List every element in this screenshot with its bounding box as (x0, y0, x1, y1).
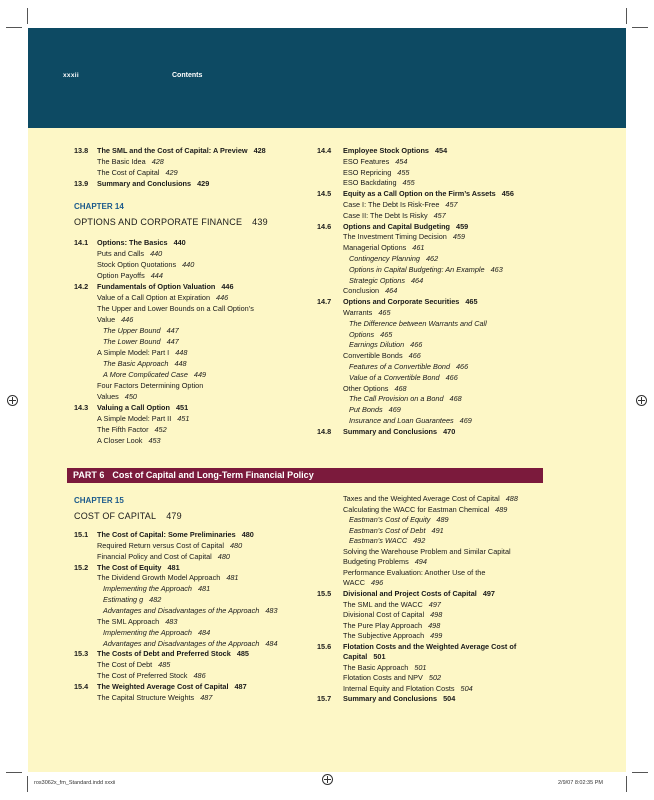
toc-entry (97, 682, 247, 691)
toc-entry-page: 485 (236, 649, 249, 659)
toc-entry-title: Flotation Costs and NPV (343, 673, 423, 683)
toc-entry (97, 414, 189, 423)
toc-entry-title: The Call Provision on a Bond (349, 394, 444, 404)
toc-entry (343, 578, 383, 587)
section-number: 14.4 (317, 146, 332, 155)
toc-entry-title: Estimating g (103, 595, 144, 605)
toc-entry (343, 589, 495, 598)
section-number: 15.1 (74, 530, 89, 539)
toc-entry-title: Eastman’s WACC (349, 536, 408, 546)
toc-entry-page: 498 (430, 610, 443, 620)
toc-entry-title: Stock Option Quotations (97, 260, 177, 269)
toc-entry (97, 436, 161, 445)
toc-entry-page: 481 (197, 584, 211, 594)
toc-entry-title: The Difference between Warrants and Call (349, 318, 487, 328)
toc-entry-title: Budgeting Problems (343, 557, 409, 567)
toc-entry-title: Eastman’s Cost of Equity (349, 515, 431, 525)
crop-mark (632, 27, 648, 28)
toc-entry (343, 621, 440, 630)
toc-entry-title: Advantages and Disadvantages of the Approach (103, 605, 260, 615)
toc-entry (349, 362, 468, 371)
toc-entry (97, 552, 230, 561)
toc-entry (103, 639, 278, 648)
toc-entry-page: 489 (495, 504, 508, 514)
toc-entry (97, 660, 170, 669)
toc-entry-page: 454 (395, 156, 408, 166)
section-number: 14.3 (74, 403, 89, 412)
toc-entry (343, 494, 518, 503)
toc-entry (103, 370, 206, 379)
toc-entry-title: The Basic Approach (103, 359, 169, 368)
toc-entry-page: 440 (173, 238, 186, 247)
toc-entry-page: 449 (193, 370, 207, 379)
toc-entry-title: A Simple Model: Part I (97, 348, 170, 357)
toc-entry-title: A More Complicated Case (103, 370, 188, 379)
toc-entry (343, 297, 478, 306)
toc-entry-title: Performance Evaluation: Another Use of the (343, 567, 486, 577)
toc-entry (343, 673, 441, 682)
toc-entry (349, 330, 392, 339)
toc-entry-page: 448 (175, 348, 188, 357)
toc-entry-title: Divisional and Project Costs of Capital (343, 588, 477, 598)
toc-entry-page: 470 (443, 426, 456, 436)
registration-mark-icon (7, 395, 18, 406)
toc-entry-page: 487 (234, 681, 247, 691)
toc-entry (97, 671, 206, 680)
toc-entry-page: 452 (154, 425, 167, 434)
toc-entry-title: Convertible Bonds (343, 351, 403, 361)
toc-entry (97, 282, 234, 291)
toc-entry (349, 373, 458, 382)
toc-entry-title: The Dividend Growth Model Approach (97, 573, 221, 583)
toc-entry-page: 465 (378, 308, 391, 317)
toc-entry-page: 486 (193, 671, 206, 681)
toc-entry-title: Managerial Options (343, 243, 407, 253)
registration-mark-icon (322, 774, 333, 785)
toc-entry (343, 222, 468, 231)
toc-entry-page: 428 (151, 157, 164, 167)
toc-entry (97, 146, 266, 155)
toc-entry (343, 694, 455, 703)
toc-entry (343, 146, 447, 155)
toc-entry-title: Summary and Conclusions (343, 694, 438, 704)
toc-entry-page: 487 (200, 692, 213, 702)
toc-entry-page: 465 (465, 297, 478, 307)
toc-entry-title: Four Factors Determining Option (97, 381, 204, 390)
toc-entry-title: Taxes and the Weighted Average Cost of Capital (343, 494, 500, 503)
toc-entry (97, 403, 188, 412)
toc-entry-title: Summary and Conclusions (343, 426, 438, 436)
toc-entry (97, 649, 249, 658)
toc-entry-page: 480 (217, 551, 230, 561)
toc-entry-page: 466 (445, 372, 458, 382)
toc-entry-title: The Basic Idea (97, 157, 146, 167)
toc-entry (343, 351, 421, 360)
chapter-15-title: COST OF CAPITAL 479 (74, 511, 182, 521)
toc-entry (97, 392, 137, 401)
part-6-banner: PART 6 Cost of Capital and Long-Term Financial Policy (67, 468, 543, 483)
toc-entry-title: Options (349, 329, 375, 339)
toc-entry-page: 464 (410, 275, 424, 285)
crop-mark (6, 772, 22, 773)
toc-entry-page: 501 (373, 652, 386, 662)
toc-entry (343, 568, 485, 577)
footer-file-info: ros3062x_fm_Standard.indd xxxii (34, 780, 116, 786)
toc-entry-page: 457 (433, 210, 446, 220)
toc-entry-page: 451 (175, 403, 189, 412)
section-number: 15.5 (317, 588, 332, 598)
toc-entry-title: Options and Corporate Securities (343, 297, 460, 307)
toc-entry-page: 468 (394, 383, 407, 393)
toc-entry-page: 482 (149, 595, 162, 605)
toc-entry (97, 381, 203, 390)
toc-entry-title: Contingency Planning (349, 254, 420, 263)
toc-entry (343, 610, 442, 619)
toc-entry-page: 428 (253, 146, 266, 155)
chapter-14-label: CHAPTER 14 (74, 202, 124, 211)
toc-entry (343, 286, 397, 295)
toc-entry (97, 348, 187, 357)
toc-entry-title: Capital (343, 652, 368, 662)
toc-entry-title: Value of a Call Option at Expiration (97, 293, 211, 302)
toc-entry-page: 499 (430, 631, 443, 641)
toc-entry-page: 484 (265, 638, 278, 648)
crop-mark (27, 776, 28, 792)
toc-entry (97, 260, 194, 269)
section-number: 15.6 (317, 641, 332, 651)
section-number: 14.6 (317, 221, 332, 231)
toc-entry-page: 440 (150, 249, 163, 258)
toc-entry-title: The SML and the Cost of Capital: A Preview (97, 146, 248, 155)
toc-entry-title: The Basic Approach (343, 662, 409, 672)
toc-entry-page: 497 (428, 599, 441, 609)
toc-entry-title: ESO Backdating (343, 178, 397, 188)
toc-entry-page: 504 (460, 683, 473, 693)
toc-entry-title: ESO Repricing (343, 167, 392, 177)
toc-entry (343, 600, 441, 609)
toc-entry-title: Earnings Dilution (349, 340, 405, 350)
toc-entry (349, 405, 401, 414)
toc-entry-page: 429 (165, 168, 178, 178)
toc-entry (349, 515, 449, 524)
toc-entry-page: 481 (167, 562, 180, 572)
registration-mark-icon (636, 395, 647, 406)
toc-entry-title: Strategic Options (349, 275, 405, 285)
toc-entry (349, 319, 487, 328)
toc-entry (343, 652, 386, 661)
toc-entry (97, 573, 239, 582)
toc-entry-page: 492 (413, 536, 426, 546)
toc-entry-page: 483 (165, 616, 178, 626)
toc-entry-page: 480 (241, 530, 254, 539)
toc-entry-title: Put Bonds (349, 405, 383, 415)
toc-entry (343, 557, 427, 566)
toc-entry (343, 157, 407, 166)
toc-entry-title: The Investment Timing Decision (343, 232, 447, 242)
toc-entry (343, 178, 415, 187)
page-header (28, 28, 626, 128)
toc-entry-page: 461 (412, 243, 425, 253)
toc-entry-page: 457 (445, 200, 458, 209)
section-number: 14.5 (317, 189, 332, 199)
toc-entry (343, 168, 409, 177)
section-number: 14.8 (317, 426, 332, 436)
toc-entry (343, 308, 391, 317)
toc-entry-page: 466 (408, 351, 421, 361)
section-number: 15.2 (74, 562, 89, 572)
toc-entry-title: Flotation Costs and the Weighted Average Cost of (343, 641, 517, 651)
toc-entry (103, 595, 161, 604)
toc-entry (349, 265, 503, 274)
toc-entry (97, 530, 254, 539)
toc-entry-page: 466 (410, 340, 423, 350)
section-number: 14.7 (317, 297, 332, 307)
toc-entry-title: Employee Stock Options (343, 146, 429, 155)
toc-entry (349, 394, 462, 403)
toc-entry-page: 450 (124, 392, 137, 401)
section-number: 13.9 (74, 179, 89, 189)
toc-entry-title: The Cost of Capital (97, 168, 160, 178)
toc-entry-title: The Upper Bound (103, 326, 161, 335)
toc-entry-page: 502 (428, 673, 442, 683)
toc-entry (349, 254, 438, 263)
toc-entry-page: 456 (501, 189, 514, 199)
toc-entry-title: The Cost of Preferred Stock (97, 671, 188, 681)
toc-entry (97, 541, 242, 550)
toc-entry-page: 501 (414, 662, 427, 672)
toc-entry-page: 451 (177, 414, 190, 423)
toc-entry (343, 642, 516, 651)
toc-entry-title: Implementing the Approach (103, 627, 192, 637)
toc-entry-page: 455 (397, 167, 410, 177)
toc-entry (103, 606, 278, 615)
toc-entry (103, 628, 210, 637)
toc-entry-title: The Fifth Factor (97, 425, 149, 434)
toc-entry-title: Divisional Cost of Capital (343, 610, 425, 620)
toc-entry-page: 497 (482, 588, 495, 598)
toc-entry (97, 304, 254, 313)
toc-entry-title: Conclusion (343, 286, 380, 296)
toc-entry-page: 455 (402, 178, 415, 188)
footer-timestamp: 2/9/07 8:02:35 PM (558, 780, 603, 786)
toc-entry-page: 491 (431, 525, 444, 535)
toc-entry-title: Eastman’s Cost of Debt (349, 525, 426, 535)
toc-entry (343, 211, 446, 220)
toc-entry (97, 425, 167, 434)
toc-entry (343, 631, 442, 640)
toc-entry-title: Fundamentals of Option Valuation (97, 282, 216, 291)
toc-entry-title: Value (97, 315, 116, 324)
chapter-15-label: CHAPTER 15 (74, 496, 124, 505)
toc-entry-title: Financial Policy and Cost of Capital (97, 551, 212, 561)
toc-entry (97, 315, 133, 324)
toc-entry-title: Warrants (343, 308, 373, 317)
toc-entry (97, 563, 180, 572)
toc-entry (97, 271, 163, 280)
toc-entry-page: 464 (385, 286, 398, 296)
toc-entry-page: 494 (414, 557, 427, 567)
toc-entry-page: 483 (265, 605, 278, 615)
toc-entry-page: 468 (449, 394, 462, 404)
toc-entry (97, 157, 164, 166)
toc-entry-title: Options: The Basics (97, 238, 168, 247)
toc-entry-title: A Closer Look (97, 436, 143, 445)
toc-entry-title: The Cost of Capital: Some Preliminaries (97, 530, 236, 539)
section-number: 15.3 (74, 649, 89, 659)
section-number: 13.8 (74, 146, 89, 155)
toc-entry-title: Equity as a Call Option on the Firm’s Assets (343, 189, 496, 199)
toc-entry (103, 359, 187, 368)
toc-entry-page: 463 (490, 264, 503, 274)
toc-entry-title: Values (97, 392, 119, 401)
toc-entry-title: The Subjective Approach (343, 631, 425, 641)
crop-mark (626, 8, 627, 24)
toc-entry (97, 617, 177, 626)
toc-entry-page: 446 (221, 282, 234, 291)
toc-entry (349, 536, 425, 545)
toc-entry-title: Insurance and Loan Guarantees (349, 416, 454, 425)
crop-mark (6, 27, 22, 28)
toc-entry-title: Case I: The Debt Is Risk-Free (343, 200, 440, 209)
toc-entry-title: Solving the Warehouse Problem and Similar Capital (343, 546, 511, 556)
toc-entry-page: 496 (371, 578, 384, 588)
toc-entry (97, 249, 162, 258)
chapter-14-title: OPTIONS AND CORPORATE FINANCE 439 (74, 217, 268, 227)
toc-entry-page: 447 (166, 337, 179, 346)
toc-entry-page: 459 (456, 221, 469, 231)
toc-entry (97, 168, 178, 177)
toc-entry-page: 504 (443, 694, 456, 704)
toc-entry-page: 444 (150, 271, 163, 280)
section-number: 15.4 (74, 681, 89, 691)
toc-entry-title: Required Return versus Cost of Capital (97, 540, 224, 550)
toc-entry (349, 416, 472, 425)
toc-entry (97, 293, 228, 302)
toc-entry-title: The Costs of Debt and Preferred Stock (97, 649, 231, 659)
toc-entry-page: 429 (197, 179, 210, 189)
section-number: 15.7 (317, 694, 332, 704)
toc-entry-title: Puts and Calls (97, 249, 145, 258)
toc-entry (343, 684, 473, 693)
toc-entry-page: 462 (426, 254, 439, 263)
toc-entry-title: Options in Capital Budgeting: An Example (349, 264, 485, 274)
toc-entry-title: Case II: The Debt Is Risky (343, 210, 428, 220)
toc-entry-title: Implementing the Approach (103, 584, 192, 594)
toc-entry-title: The SML Approach (97, 616, 160, 626)
toc-entry-page: 453 (148, 436, 161, 445)
crop-mark (632, 772, 648, 773)
toc-entry (343, 232, 465, 241)
toc-entry-title: Internal Equity and Flotation Costs (343, 683, 455, 693)
toc-entry (97, 179, 209, 188)
toc-entry-title: The Weighted Average Cost of Capital (97, 681, 229, 691)
toc-entry (343, 505, 507, 514)
toc-entry-title: The SML and the WACC (343, 599, 423, 609)
toc-entry (349, 276, 423, 285)
section-number: 14.1 (74, 238, 89, 247)
toc-entry-title: Features of a Convertible Bond (349, 362, 450, 371)
toc-entry-page: 465 (380, 329, 393, 339)
toc-entry-page: 480 (229, 540, 243, 550)
toc-entry-title: Advantages and Disadvantages of the Approach (103, 638, 260, 648)
toc-entry-title: The Cost of Equity (97, 562, 162, 572)
toc-entry-title: Option Payoffs (97, 271, 145, 280)
toc-entry-title: ESO Features (343, 156, 390, 166)
toc-entry-page: 484 (197, 627, 211, 637)
crop-mark (27, 8, 28, 24)
toc-entry-title: Value of a Convertible Bond (349, 372, 440, 382)
toc-entry (343, 243, 424, 252)
toc-entry-title: The Lower Bound (103, 337, 161, 346)
toc-entry-page: 469 (459, 416, 472, 425)
toc-entry-page: 466 (456, 362, 469, 371)
toc-entry-page: 447 (166, 326, 179, 335)
toc-entry (103, 326, 179, 335)
toc-entry-title: The Cost of Debt (97, 660, 153, 670)
toc-entry-title: Summary and Conclusions (97, 179, 192, 189)
toc-entry-page: 459 (452, 232, 466, 242)
toc-entry-title: Other Options (343, 383, 389, 393)
toc-entry-title: The Capital Structure Weights (97, 692, 195, 702)
toc-entry-title: A Simple Model: Part II (97, 414, 172, 423)
toc-entry-page: 485 (158, 660, 171, 670)
toc-entry (349, 526, 444, 535)
toc-entry-page: 454 (434, 146, 448, 155)
toc-entry-page: 498 (428, 620, 441, 630)
toc-entry-title: The Pure Play Approach (343, 620, 423, 630)
section-number: 14.2 (74, 282, 89, 291)
toc-entry-title: Calculating the WACC for Eastman Chemical (343, 504, 490, 514)
toc-entry (349, 340, 422, 349)
toc-entry (343, 384, 407, 393)
toc-entry (97, 238, 186, 247)
toc-entry (343, 200, 458, 209)
toc-entry-page: 469 (388, 405, 401, 415)
page-number: xxxii (63, 72, 79, 79)
toc-entry (343, 427, 455, 436)
running-head-title: Contents (172, 72, 203, 79)
toc-entry (343, 663, 427, 672)
toc-entry-title: Options and Capital Budgeting (343, 221, 451, 231)
toc-entry (343, 547, 511, 556)
toc-entry-page: 448 (174, 359, 187, 368)
toc-entry-title: WACC (343, 578, 366, 588)
toc-entry-title: Valuing a Call Option (97, 403, 170, 412)
toc-entry-page: 489 (436, 515, 449, 525)
crop-mark (626, 776, 627, 792)
toc-entry (103, 337, 179, 346)
toc-entry-page: 446 (121, 315, 134, 324)
toc-entry-page: 440 (182, 260, 195, 269)
toc-entry (97, 693, 212, 702)
toc-entry-page: 488 (505, 494, 518, 503)
toc-entry-page: 481 (226, 573, 239, 583)
toc-entry-page: 446 (216, 293, 229, 302)
toc-entry (103, 584, 210, 593)
toc-entry (343, 189, 514, 198)
toc-entry-title: The Upper and Lower Bounds on a Call Option’s (97, 304, 254, 313)
